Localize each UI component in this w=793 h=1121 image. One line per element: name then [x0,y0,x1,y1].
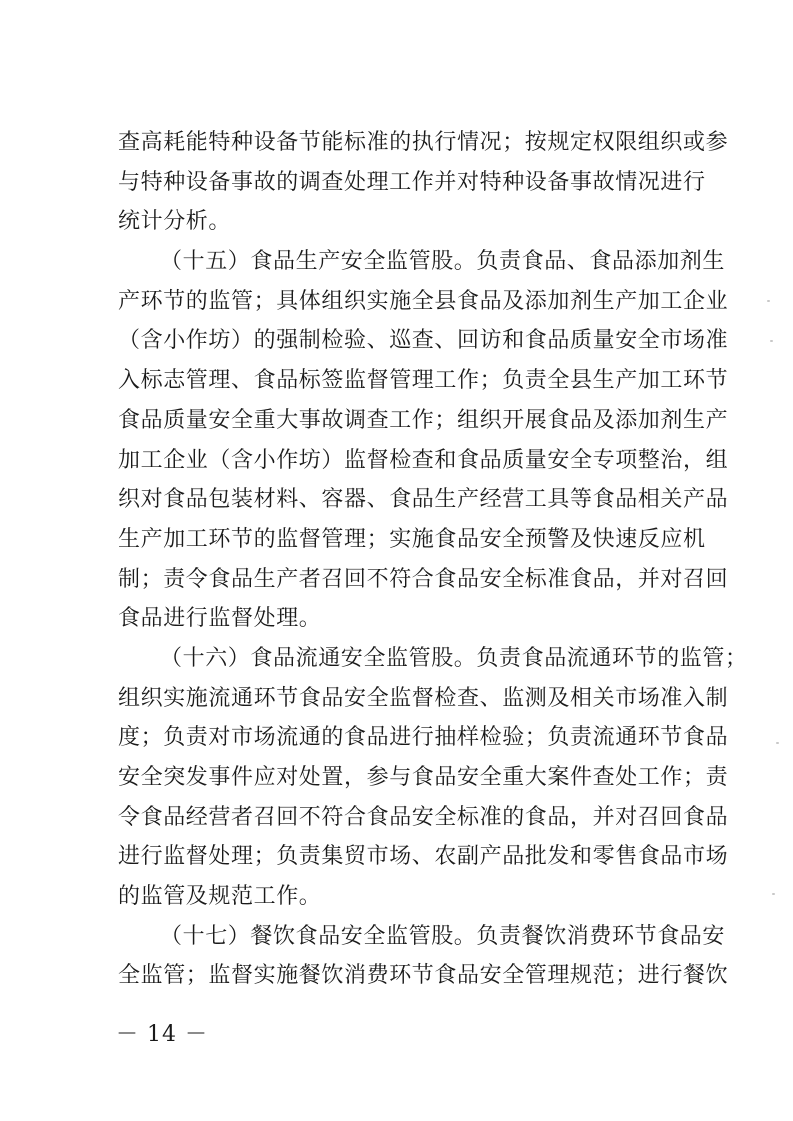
text-line: （十七）餐饮食品安全监管股。负责餐饮消费环节食品安 [160,923,726,949]
text-line: 令食品经营者召回不符合食品安全标准的食品，并对召回食品 [118,804,729,830]
text-line: （十六）食品流通安全监管股。负责食品流通环节的监管； [160,645,748,671]
text-line: （含小作坊）的强制检验、巡查、回访和食品质量安全市场准 [118,328,729,354]
text-line: 生产加工环节的监督管理；实施食品安全预警及快速反应机 [118,526,706,552]
text-line: 与特种设备事故的调查处理工作并对特种设备事故情况进行 [118,169,706,195]
body-text [118,123,748,996]
text-line: 入标志管理、食品标签监督管理工作；负责全县生产加工环节 [118,368,729,394]
text-line: （十五）食品生产安全监管股。负责食品、食品添加剂生 [160,249,726,275]
text-line: 织对食品包装材料、容器、食品生产经营工具等食品相关产品 [118,487,729,513]
text-line: 制；责令食品生产者召回不符合食品安全标准食品，并对召回 [118,566,729,592]
page-number: － 14 － [116,1022,208,1047]
text-line: 统计分析。 [118,209,232,235]
text-line: 组织实施流通环节食品安全监督检查、监测及相关市场准入制 [118,685,729,711]
text-line: 食品进行监督处理。 [118,606,322,632]
text-line: 的监管及规范工作。 [118,884,322,910]
scan-speck [772,893,775,895]
text-line: 安全突发事件应对处置，参与食品安全重大案件查处工作；责 [118,765,729,790]
text-line: 度；负责对市场流通的食品进行抽样检验；负责流通环节食品 [118,725,729,751]
text-line: 产环节的监管；具体组织实施全县食品及添加剂生产加工企业 [118,288,729,314]
scan-speck [770,340,773,342]
text-line: 加工企业（含小作坊）监督检查和食品质量安全专项整治，组 [118,447,729,473]
text-line: 进行监督处理；负责集贸市场、农副产品批发和零售食品市场 [118,844,729,870]
text-line: 食品质量安全重大事故调查工作；组织开展食品及添加剂生产 [118,407,729,433]
text-line: 查高耗能特种设备节能标准的执行情况；按规定权限组织或参 [118,130,729,155]
scan-speck [776,742,779,744]
text-line: 全监管；监督实施餐饮消费环节食品安全管理规范；进行餐饮 [118,963,729,989]
scan-speck [767,300,770,302]
